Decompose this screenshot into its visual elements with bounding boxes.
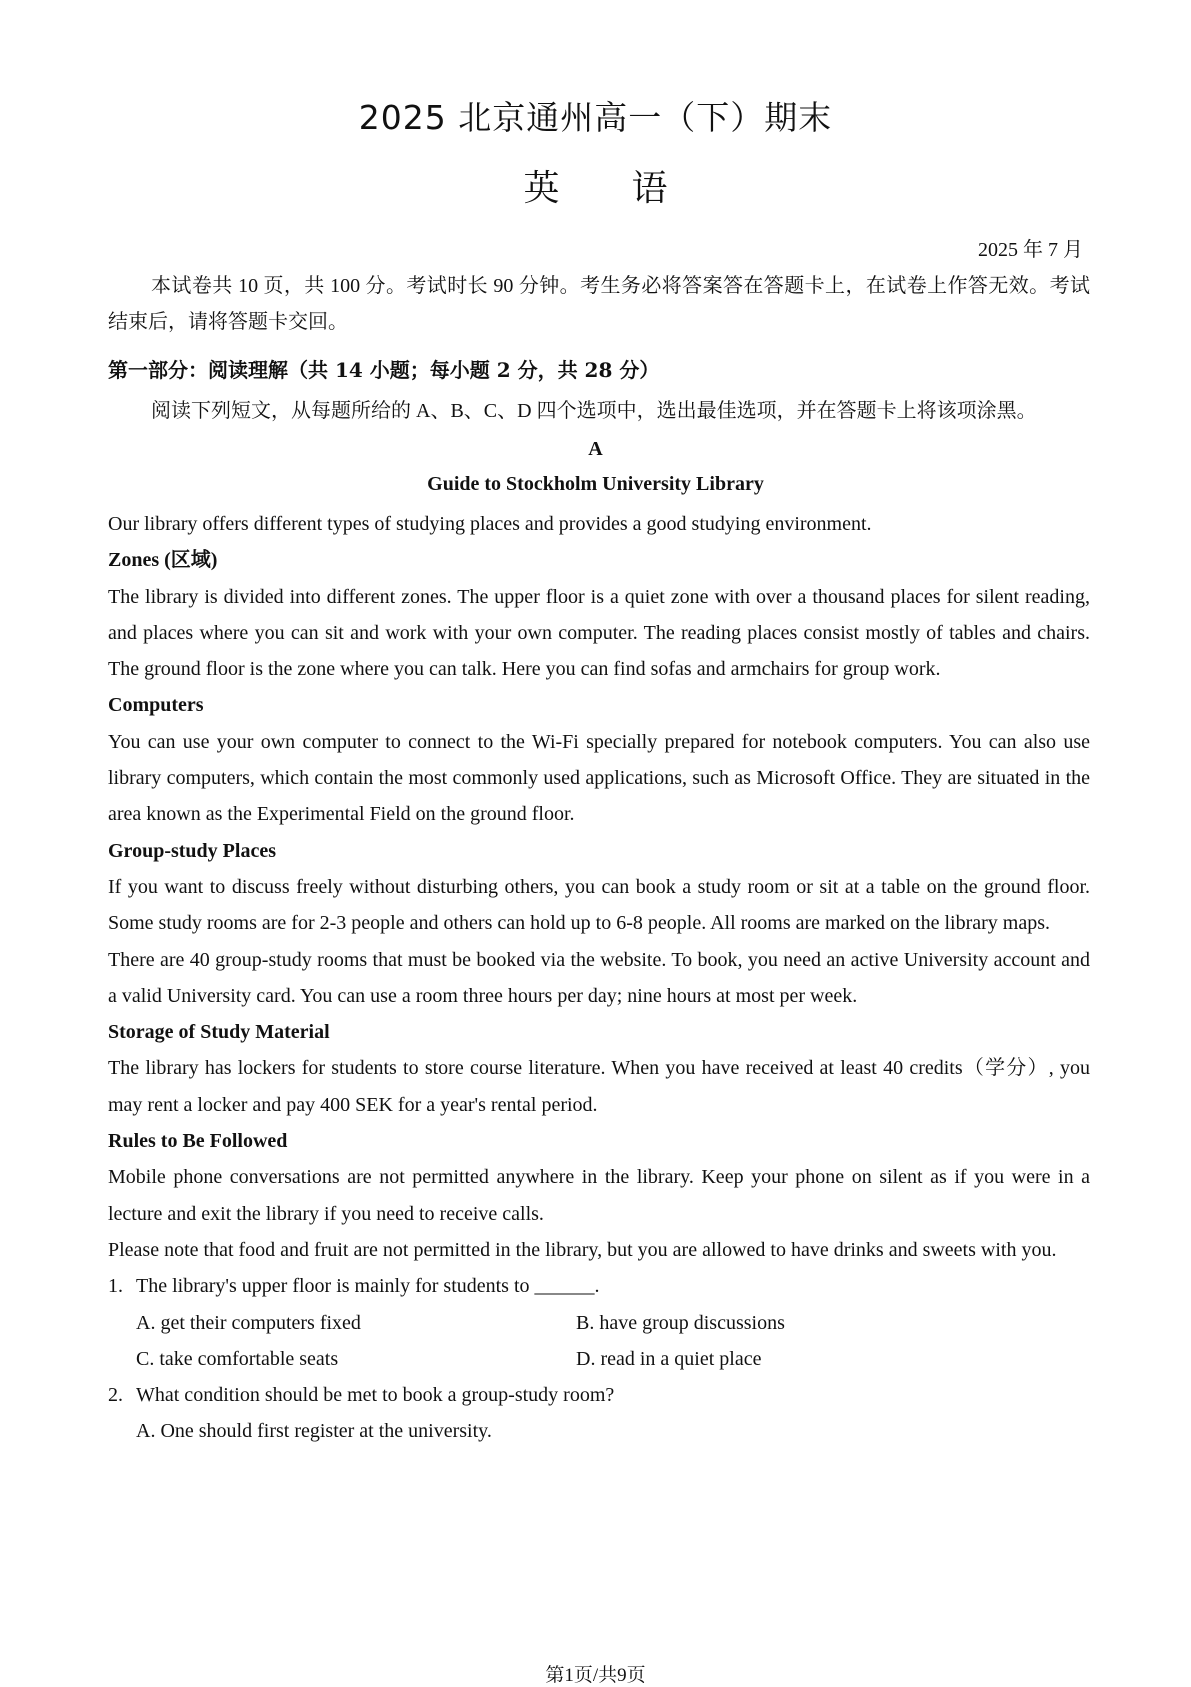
question-1 (108, 1268, 1090, 1304)
passage-label: A (588, 438, 603, 460)
subject-title: 英 语 (523, 168, 668, 209)
page-footer: 第1页/共9页 (545, 1665, 646, 1686)
section-heading: Zones (区域) (108, 549, 218, 572)
passage-lead: Our library offers different types of studying places and provides a good studying environment. (108, 513, 872, 535)
section-paragraph: Please note that food and fruit are not permitted in the library, but you are allowed to have drinks and sweets with you. (108, 1238, 1057, 1261)
option-c: C. take comfortable seats (136, 1347, 339, 1370)
option-a: A. One should first register at the university. (136, 1420, 492, 1443)
exam-date: 2025 年 7 月 (978, 239, 1083, 261)
section-heading: Group-study Places (108, 839, 276, 862)
question-stem: The library's upper floor is mainly for students to ______. (136, 1275, 600, 1298)
exam-instructions: 本试卷共 10 页，共 100 分。考试时长 90 分钟。考生务必将答案答在答题卡上，在试卷上作答无效。考试结束后，请将答题卡交回。 (108, 275, 1090, 333)
option-row (108, 1305, 1090, 1341)
section-paragraph: The library has lockers for students to store course literature. When you have received at least 40 credits（学分）, you may rent a locker and pay 400 SEK for a year's rental period. (108, 1057, 1090, 1116)
section-paragraph: You can use your own computer to connect to the Wi-Fi specially prepared for notebook computers. You can also use library computers, which contain the most commonly used applications, such as Microsoft Office. They are situated in the area known as the Experimental Field on the ground floor. (108, 730, 1090, 826)
option-d: D. read in a quiet place (576, 1347, 762, 1370)
section-heading: Rules to Be Followed (108, 1130, 288, 1153)
question-2 (108, 1377, 1090, 1413)
question-number: 1. (108, 1275, 123, 1298)
section-paragraph: If you want to discuss freely without disturbing others, you can book a study room or sit at a table on the ground floor. Some study rooms are for 2-3 people and others can hold up to 6-8 people. All rooms are marked on the library maps. (108, 875, 1090, 935)
reading-instruction: 阅读下列短文，从每题所给的 A、B、C、D 四个选项中，选出最佳选项，并在答题卡上将该项涂黑。 (151, 400, 1037, 422)
question-number: 2. (108, 1384, 123, 1407)
passage-body (108, 506, 1090, 1450)
exam-title: 2025 北京通州高一（下）期末 (358, 98, 833, 137)
section-heading: Storage of Study Material (108, 1021, 330, 1044)
part-heading: 第一部分：阅读理解（共 14 小题；每小题 2 分，共 28 分） (108, 358, 660, 382)
option-a: A. get their computers fixed (136, 1311, 361, 1334)
section-heading: Computers (108, 694, 204, 717)
question-stem: What condition should be met to book a group-study room? (136, 1384, 615, 1407)
section-paragraph: Mobile phone conversations are not permitted anywhere in the library. Keep your phone on silent as if you were in a lecture and exit the library if you need to receive calls. (108, 1166, 1090, 1225)
passage-title: Guide to Stockholm University Library (427, 473, 764, 495)
section-paragraph: The library is divided into different zones. The upper floor is a quiet zone with over a thousand places for silent reading, and places where you can sit and work with your own computer. The reading places consist mostly of tables and chairs. The ground floor is the zone where you can talk. Here you can find sofas and armchairs for group work. (108, 585, 1090, 681)
option-row (108, 1413, 1090, 1449)
section-paragraph: There are 40 group-study rooms that must be booked via the website. To book, you need an active University account and a valid University card. You can use a room three hours per day; nine hours at most per week. (108, 948, 1090, 1007)
option-row (108, 1341, 1090, 1377)
option-b: B. have group discussions (576, 1311, 785, 1334)
